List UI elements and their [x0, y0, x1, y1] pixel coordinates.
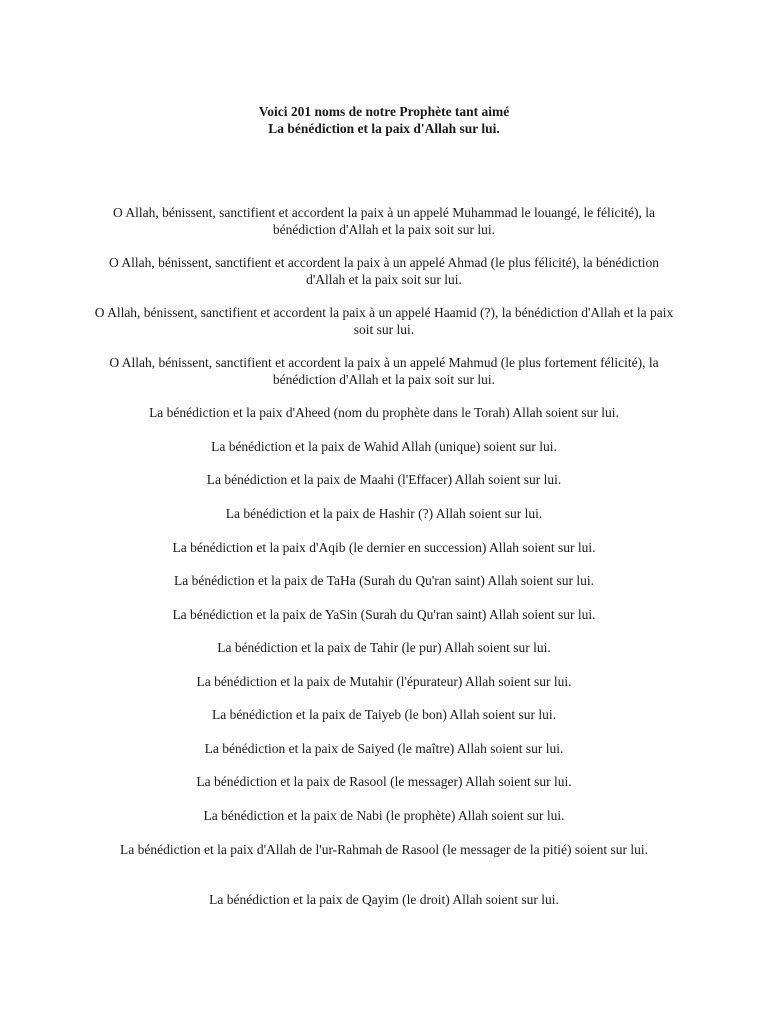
paragraph: La bénédiction et la paix de Wahid Allah (unique) soient sur lui. — [211, 439, 557, 454]
paragraph: La bénédiction et la paix de Saiyed (le maître) Allah soient sur lui. — [204, 741, 564, 756]
paragraph: O Allah, bénissent, sanctifient et accordent la paix à un appelé Muhammad le louangé, le félicité), la bénédiction d'Allah et la paix soit sur lui. — [112, 205, 656, 237]
document-subtitle: La bénédiction et la paix d'Allah sur lui. — [268, 121, 500, 136]
paragraph: La bénédiction et la paix d'Allah de l'ur-Rahmah de Rasool (le messager de la pitié) soient sur lui. — [120, 842, 648, 857]
paragraph: O Allah, bénissent, sanctifient et accordent la paix à un appelé Mahmud (le plus fortement félicité), la bénédiction d'Allah et la paix soit sur lui. — [109, 355, 659, 387]
document-title: Voici 201 noms de notre Prophète tant aimé — [258, 104, 510, 119]
paragraph: La bénédiction et la paix d'Aheed (nom du prophète dans le Torah) Allah soient sur lui. — [149, 405, 619, 420]
paragraph: La bénédiction et la paix de Tahir (le pur) Allah soient sur lui. — [217, 640, 551, 655]
paragraph: La bénédiction et la paix de Nabi (le prophète) Allah soient sur lui. — [203, 808, 565, 823]
paragraph: La bénédiction et la paix de Rasool (le messager) Allah soient sur lui. — [196, 774, 572, 789]
paragraph: La bénédiction et la paix de TaHa (Surah du Qu'ran saint) Allah soient sur lui. — [173, 573, 594, 588]
paragraph: O Allah, bénissent, sanctifient et accordent la paix à un appelé Ahmad (le plus félicité), la bénédiction d'Allah et la paix soit sur lui. — [109, 255, 659, 287]
paragraph: La bénédiction et la paix de YaSin (Surah du Qu'ran saint) Allah soient sur lui. — [172, 607, 596, 622]
paragraph: La bénédiction et la paix de Maahi (l'Effacer) Allah soient sur lui. — [206, 472, 562, 487]
paragraph: La bénédiction et la paix de Taiyeb (le bon) Allah soient sur lui. — [211, 707, 557, 722]
paragraph: La bénédiction et la paix d'Aqib (le dernier en succession) Allah soient sur lui. — [172, 540, 596, 555]
paragraph: La bénédiction et la paix de Hashir (?) Allah soient sur lui. — [225, 506, 543, 521]
paragraph: O Allah, bénissent, sanctifient et accordent la paix à un appelé Haamid (?), la bénédiction d'Allah et la paix soit sur lui. — [94, 305, 674, 337]
paragraph: La bénédiction et la paix de Qayim (le droit) Allah soient sur lui. — [209, 892, 559, 907]
paragraph: La bénédiction et la paix de Mutahir (l'épurateur) Allah soient sur lui. — [196, 674, 572, 689]
